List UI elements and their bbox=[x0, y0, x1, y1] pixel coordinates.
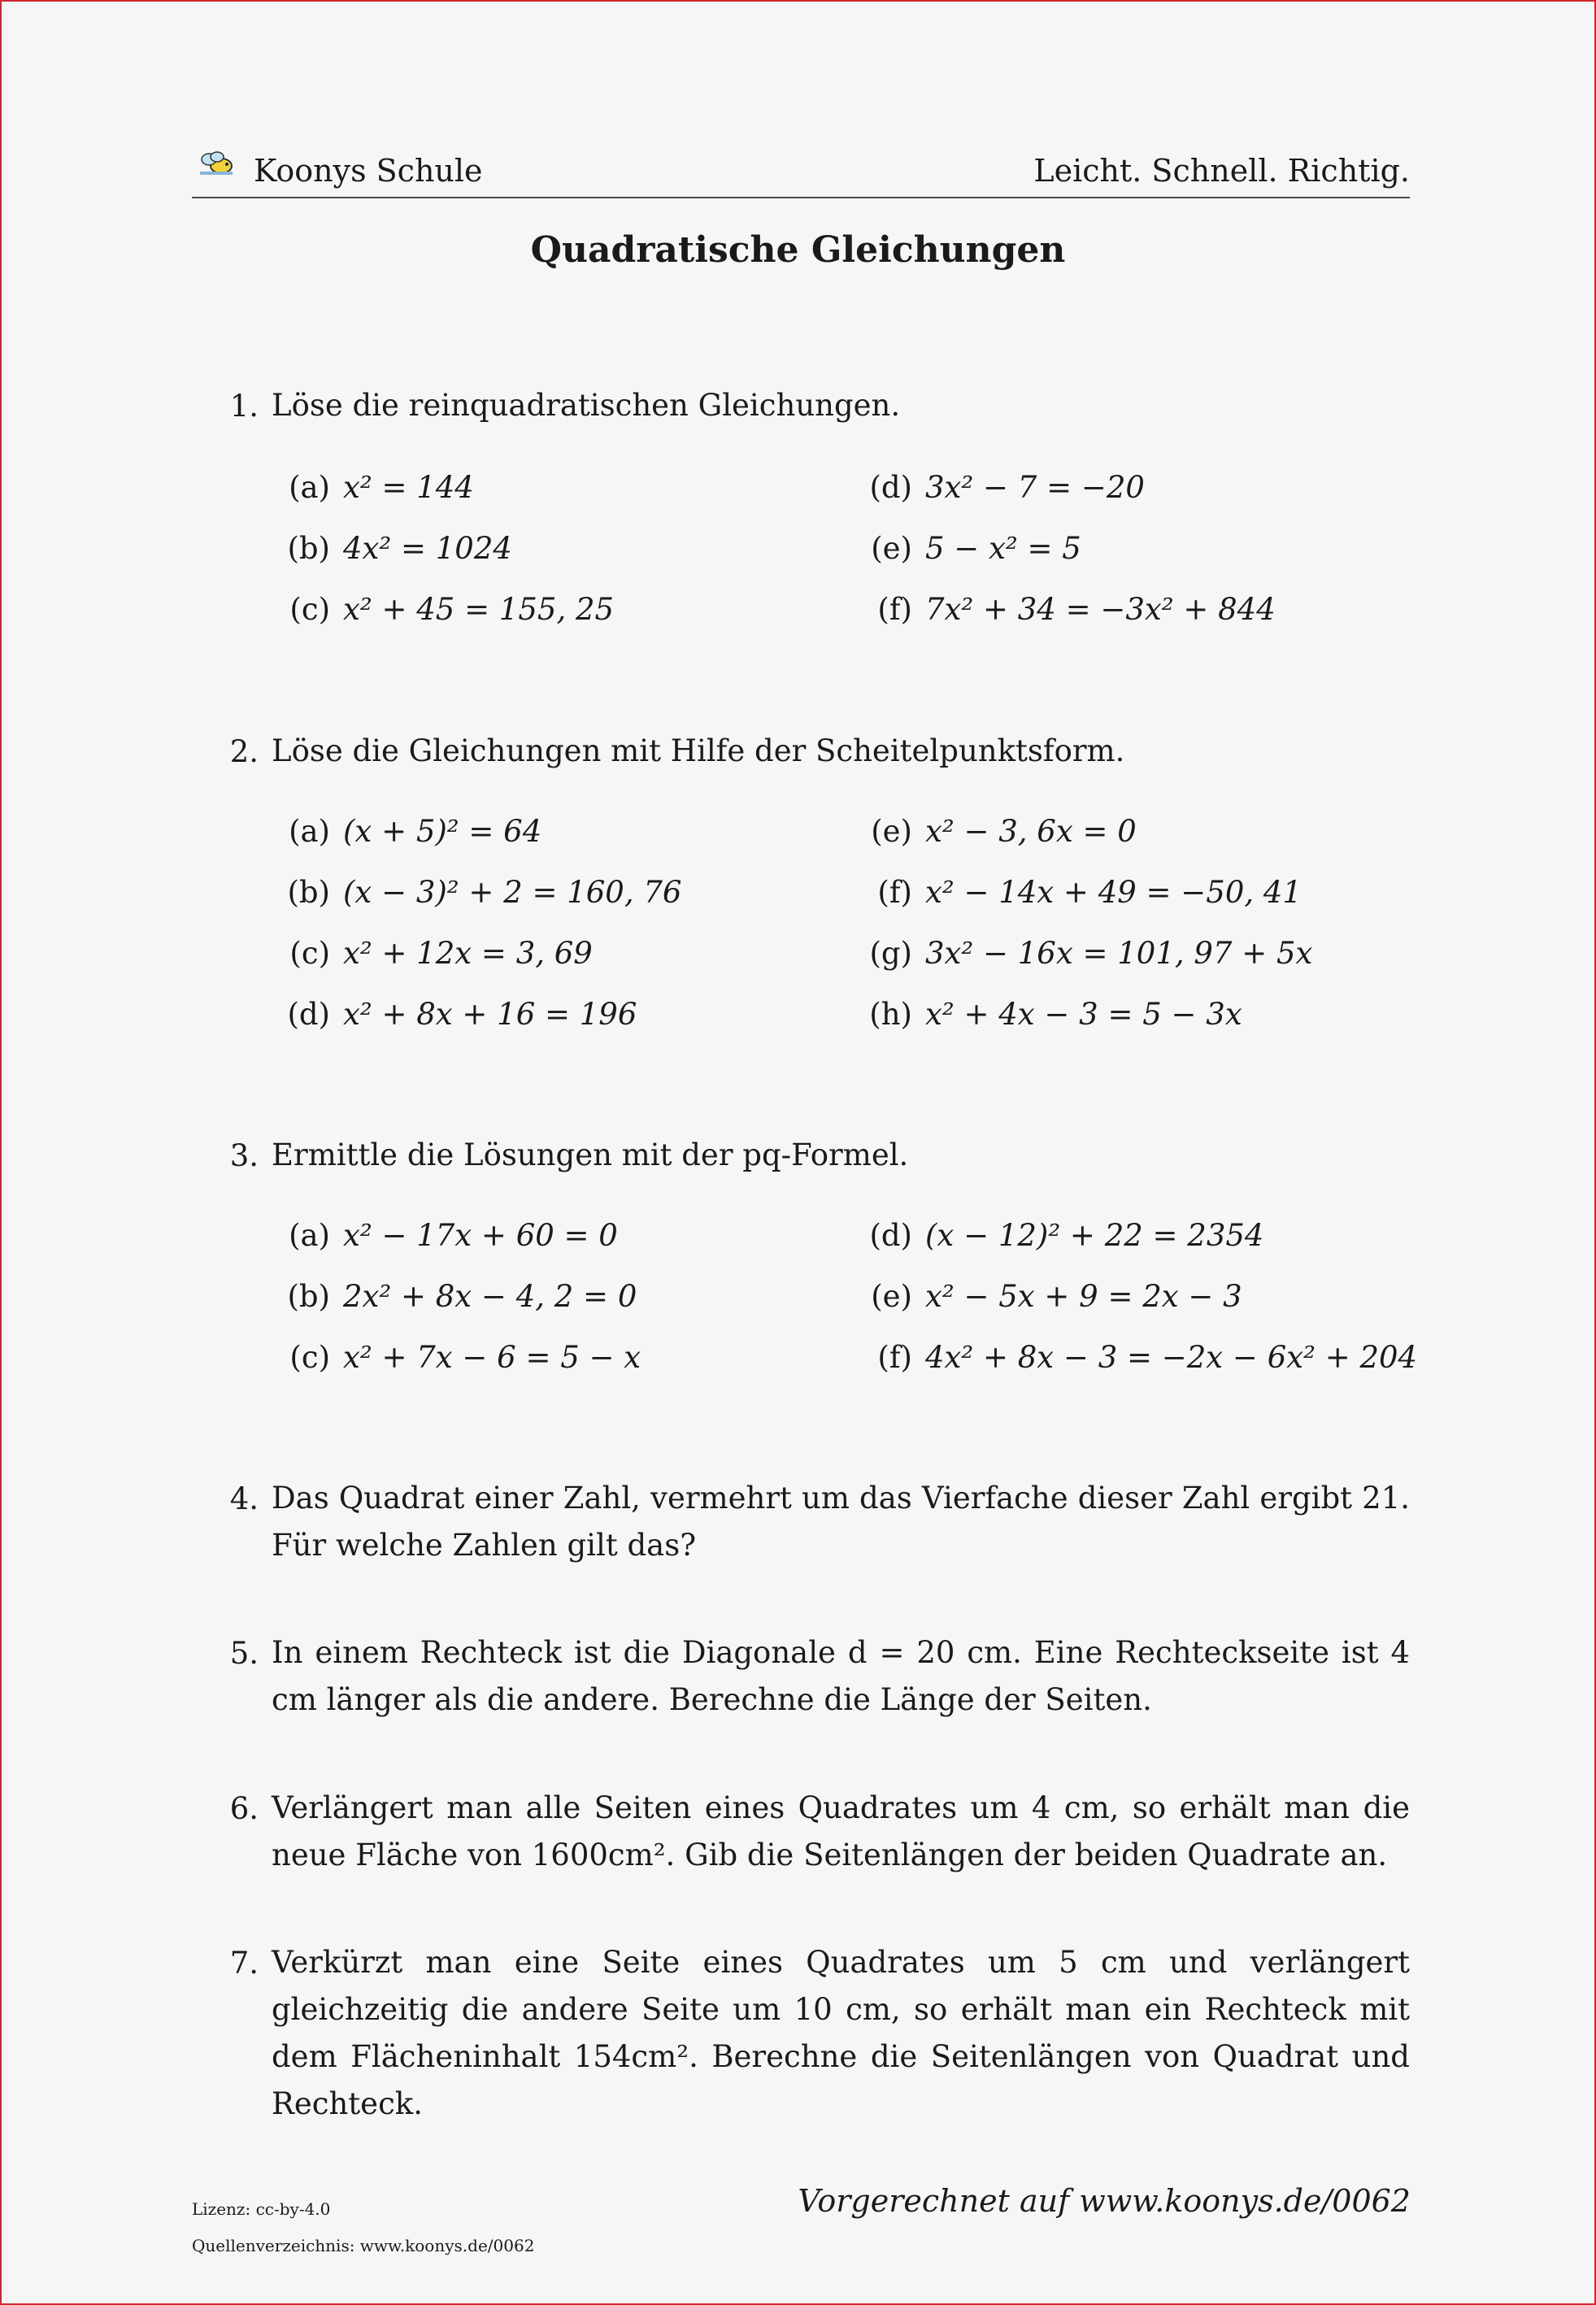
exercise-item bbox=[273, 470, 474, 505]
item-label: (e) bbox=[871, 814, 912, 849]
exercise-item bbox=[273, 1340, 641, 1375]
equation: x² + 8x + 16 = 196 bbox=[343, 997, 637, 1032]
question-text: Löse die Gleichungen mit Hilfe der Scheitelpunktsform. bbox=[272, 733, 1125, 768]
question-number: 4. bbox=[229, 1481, 259, 1516]
question-text: In einem Rechteck ist die Diagonale d = 20 cm. Eine Rechteckseite ist 4 cm länger als die andere. Berechne die Länge der Seiten. bbox=[272, 1635, 1410, 1717]
equation: 4x² = 1024 bbox=[343, 531, 512, 566]
exercise-item bbox=[855, 1218, 1263, 1253]
exercise-item bbox=[855, 1279, 1242, 1314]
equation: x² − 14x + 49 = −50, 41 bbox=[925, 875, 1302, 910]
equation: x² − 3, 6x = 0 bbox=[925, 814, 1137, 849]
question-number: 2. bbox=[229, 734, 259, 769]
exercise-item bbox=[273, 936, 593, 971]
question-number: 7. bbox=[229, 1946, 259, 1981]
brand-name: Koonys Schule bbox=[254, 153, 483, 189]
bee-logo-icon bbox=[197, 150, 236, 177]
question-number: 6. bbox=[229, 1791, 259, 1826]
exercise-item bbox=[855, 997, 1242, 1032]
exercise-item bbox=[855, 470, 1145, 505]
exercise-item bbox=[273, 997, 637, 1032]
equation: x² − 5x + 9 = 2x − 3 bbox=[925, 1279, 1242, 1314]
equation: 7x² + 34 = −3x² + 844 bbox=[925, 592, 1276, 627]
equation: x² − 17x + 60 = 0 bbox=[343, 1218, 618, 1253]
item-label: (d) bbox=[869, 1218, 912, 1253]
item-label: (a) bbox=[289, 814, 330, 849]
item-label: (f) bbox=[877, 875, 912, 910]
item-label: (d) bbox=[287, 997, 330, 1032]
item-label: (b) bbox=[287, 875, 330, 910]
equation: 4x² + 8x − 3 = −2x − 6x² + 204 bbox=[925, 1340, 1418, 1375]
question-number: 3. bbox=[229, 1138, 259, 1173]
item-label: (g) bbox=[869, 936, 912, 971]
question-text: Löse die reinquadratischen Gleichungen. bbox=[272, 388, 901, 423]
item-label: (a) bbox=[289, 1218, 330, 1253]
equation: x² + 12x = 3, 69 bbox=[343, 936, 593, 971]
exercise-item bbox=[855, 875, 1302, 910]
exercise-item bbox=[855, 1340, 1417, 1375]
sources-text: Quellenverzeichnis: www.koonys.de/0062 bbox=[192, 2236, 535, 2255]
question-text: Verkürzt man eine Seite eines Quadrates um 5 cm und verlängert gleichzeitig die andere Seite um 10 cm, so erhält man ein Rechteck mit dem Flächeninhalt 154cm². Berechne die Seitenlängen von Quadrat und Rechteck. bbox=[272, 1945, 1410, 2121]
item-label: (e) bbox=[871, 531, 912, 566]
equation: 3x² − 7 = −20 bbox=[925, 470, 1145, 505]
exercise-item bbox=[273, 1279, 637, 1314]
question-number: 1. bbox=[229, 389, 259, 424]
page-title: Quadratische Gleichungen bbox=[530, 229, 1066, 271]
exercise-item bbox=[273, 1218, 618, 1253]
header-slogan: Leicht. Schnell. Richtig. bbox=[1033, 153, 1410, 189]
equation: x² = 144 bbox=[343, 470, 474, 505]
equation: (x + 5)² = 64 bbox=[343, 814, 542, 849]
item-label: (f) bbox=[877, 1340, 912, 1375]
exercise-item bbox=[855, 936, 1312, 971]
item-label: (f) bbox=[877, 592, 912, 627]
question-text: Verlängert man alle Seiten eines Quadrates um 4 cm, so erhält man die neue Fläche von 1600cm². Gib die Seitenlängen der beiden Quadrate an. bbox=[272, 1790, 1410, 1872]
equation: (x − 12)² + 22 = 2354 bbox=[925, 1218, 1264, 1253]
item-label: (h) bbox=[869, 997, 912, 1032]
equation: 2x² + 8x − 4, 2 = 0 bbox=[343, 1279, 637, 1314]
equation: x² + 4x − 3 = 5 − 3x bbox=[925, 997, 1242, 1032]
solution-link[interactable]: Vorgerechnet auf www.koonys.de/0062 bbox=[798, 2183, 1411, 2219]
item-label: (e) bbox=[871, 1279, 912, 1314]
question-text: Das Quadrat einer Zahl, vermehrt um das Vierfache dieser Zahl ergibt 21. Für welche Zahlen gilt das? bbox=[272, 1481, 1410, 1563]
item-label: (a) bbox=[289, 470, 330, 505]
exercise-item bbox=[855, 592, 1276, 627]
equation: x² + 7x − 6 = 5 − x bbox=[343, 1340, 641, 1375]
exercise-item bbox=[855, 814, 1137, 849]
item-label: (c) bbox=[289, 1340, 330, 1375]
equation: 3x² − 16x = 101, 97 + 5x bbox=[925, 936, 1313, 971]
exercise-item bbox=[273, 531, 512, 566]
question-number: 5. bbox=[229, 1636, 259, 1671]
item-label: (b) bbox=[287, 1279, 330, 1314]
exercise-item bbox=[273, 875, 681, 910]
question-text: Ermittle die Lösungen mit der pq-Formel. bbox=[272, 1137, 909, 1172]
equation: (x − 3)² + 2 = 160, 76 bbox=[343, 875, 682, 910]
license-text: Lizenz: cc-by-4.0 bbox=[192, 2199, 331, 2219]
item-label: (c) bbox=[289, 936, 330, 971]
equation: x² + 45 = 155, 25 bbox=[343, 592, 615, 627]
exercise-item bbox=[855, 531, 1081, 566]
item-label: (d) bbox=[869, 470, 912, 505]
exercise-item bbox=[273, 592, 614, 627]
page-header bbox=[192, 145, 1410, 198]
item-label: (c) bbox=[289, 592, 330, 627]
equation: 5 − x² = 5 bbox=[925, 531, 1081, 566]
exercise-item bbox=[273, 814, 541, 849]
item-label: (b) bbox=[287, 531, 330, 566]
